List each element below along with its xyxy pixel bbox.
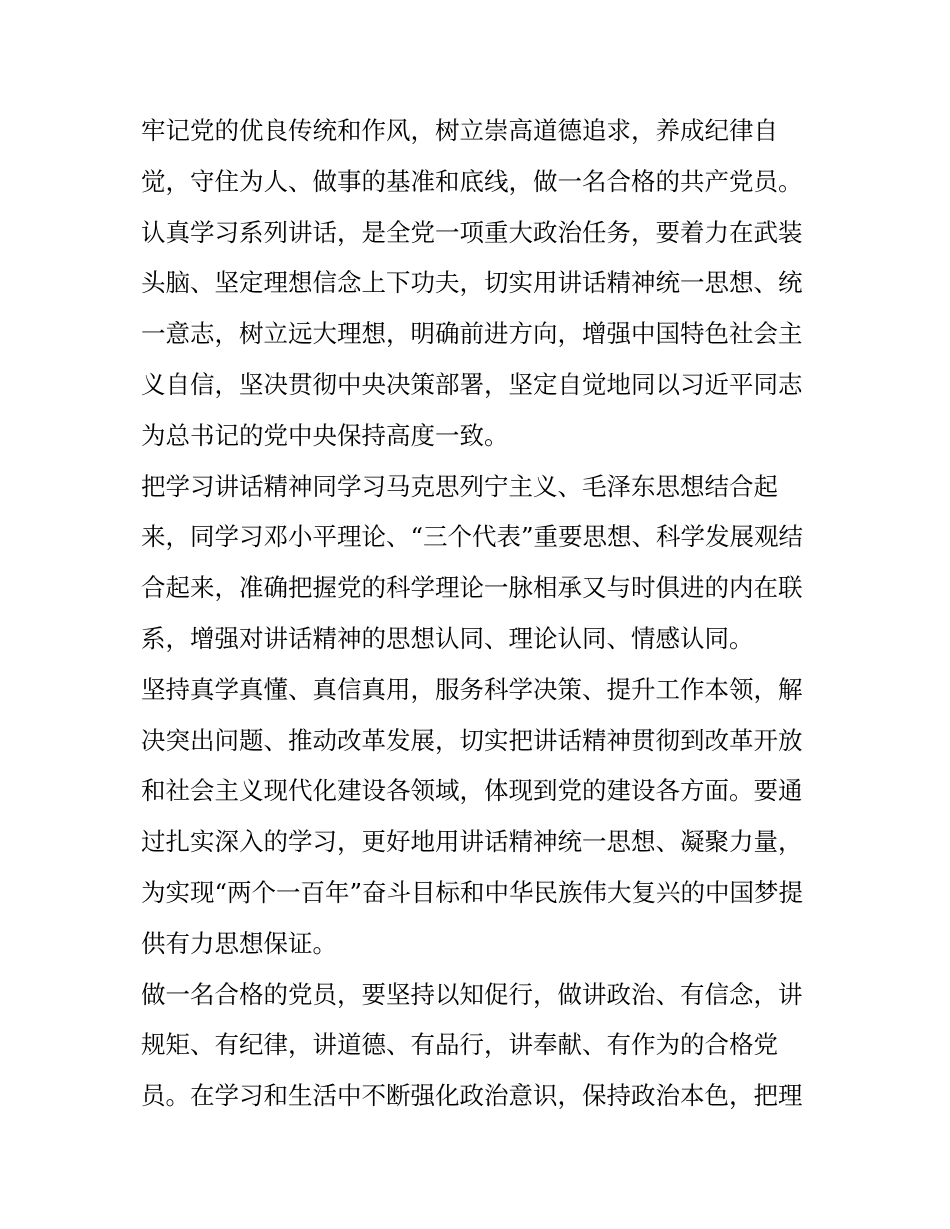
text-line: 头脑、坚定理想信念上下功夫，切实用讲话精神统一思想、统 <box>141 268 803 298</box>
text-line: 系，增强对讲话精神的思想认同、理论认同、情感认同。 <box>141 623 754 653</box>
text-line: 为实现“两个一百年”奋斗目标和中华民族伟大复兴的中国梦提 <box>141 877 804 907</box>
text-line: 和社会主义现代化建设各领域，体现到党的建设各方面。要通 <box>141 776 803 806</box>
text-line: 坚持真学真懂、真信真用，服务科学决策、提升工作本领，解 <box>141 674 803 704</box>
text-line: 来，同学习邓小平理论、“三个代表”重要思想、科学发展观结 <box>141 522 804 552</box>
text-line: 把学习讲话精神同学习马克思列宁主义、毛泽东思想结合起 <box>141 471 778 501</box>
text-line: 觉，守住为人、做事的基准和底线，做一名合格的共产党员。 <box>141 166 803 196</box>
text-line: 规矩、有纪律，讲道德、有品行，讲奉献、有作为的合格党 <box>141 1030 778 1060</box>
text-line: 供有力思想保证。 <box>141 928 337 958</box>
text-line: 为总书记的党中央保持高度一致。 <box>141 420 509 450</box>
text-line: 决突出问题、推动改革发展，切实把讲话精神贯彻到改革开放 <box>141 725 803 755</box>
text-line: 做一名合格的党员，要坚持以知促行，做讲政治、有信念，讲 <box>141 979 803 1009</box>
text-line: 员。在学习和生活中不断强化政治意识，保持政治本色，把理 <box>141 1081 803 1111</box>
text-line: 一意志，树立远大理想，明确前进方向，增强中国特色社会主 <box>141 319 803 349</box>
document-body <box>141 106 821 1122</box>
text-line: 认真学习系列讲话，是全党一项重大政治任务，要着力在武装 <box>141 217 803 247</box>
text-line: 义自信，坚决贯彻中央决策部署，坚定自觉地同以习近平同志 <box>141 369 803 399</box>
text-line: 过扎实深入的学习，更好地用讲话精神统一思想、凝聚力量， <box>141 827 803 857</box>
text-line: 牢记党的优良传统和作风，树立崇高道德追求，养成纪律自 <box>141 116 778 145</box>
text-line: 合起来，准确把握党的科学理论一脉相承又与时俱进的内在联 <box>141 573 803 603</box>
